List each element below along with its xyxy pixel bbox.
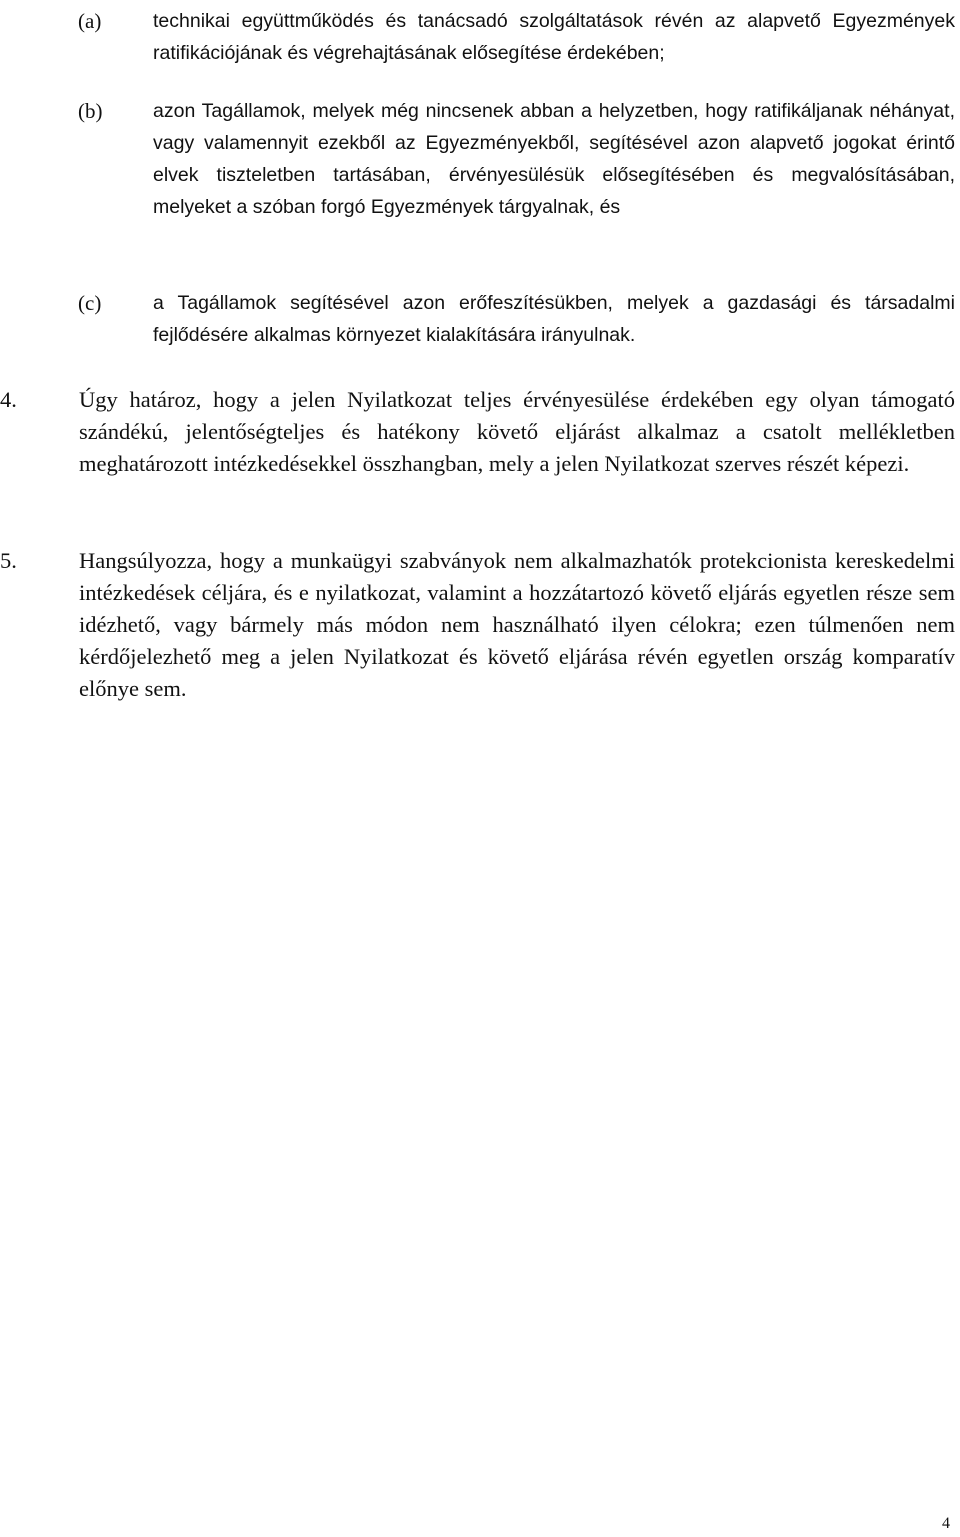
paragraph-number: 4. [0,387,17,412]
paragraph-5 [0,545,955,705]
list-item-label: (a) [78,9,102,33]
paragraph-number: 5. [0,548,17,573]
list-item-text: azon Tagállamok, melyek még nincsenek abban a helyzetben, hogy ratifikáljanak néhányat, vagy valamennyit ezekből az Egyezményekből, segítésével azon alapvető jogokat érintő elvek tiszteletben tartásában, érvényesülésük elősegítésében és megvalósításában, melyeket a szóban forgó Egyezmények tárgyalnak, és [153,100,955,218]
list-item-text: technikai együttműködés és tanácsadó szolgáltatások révén az alapvető Egyezmények ratifikációjának és végrehajtásának elősegítése érdekében; [153,10,955,64]
paragraph-4 [0,384,955,480]
list-item-label: (c) [78,291,102,315]
paragraph-text: Hangsúlyozza, hogy a munkaügyi szabványok nem alkalmazhatók protekcionista kereskedelmi intézkedések céljára, és e nyilatkozat, valamint a hozzátartozó követő eljárás egyetlen része sem idézhető, vagy bármely más módon nem használható ilyen célokra; ezen túlmenően nem kérdőjelezhető meg a jelen Nyilatkozat és követő eljárása révén egyetlen ország komparatív előnye sem. [79,548,955,701]
paragraph-text: Úgy határoz, hogy a jelen Nyilatkozat teljes érvényesülése érdekében egy olyan támogató szándékú, jelentőségteljes és hatékony követő eljárást alkalmaz a csatolt mellékletben meghatározott intézkedésekkel összhangban, mely a jelen Nyilatkozat szerves részét képezi. [79,387,955,476]
page-number: 4 [942,1515,950,1532]
list-item-text: a Tagállamok segítésével azon erőfeszítésükben, melyek a gazdasági és társadalmi fejlődésére alkalmas környezet kialakítására irányulnak. [153,292,955,346]
list-item-label: (b) [78,99,103,123]
